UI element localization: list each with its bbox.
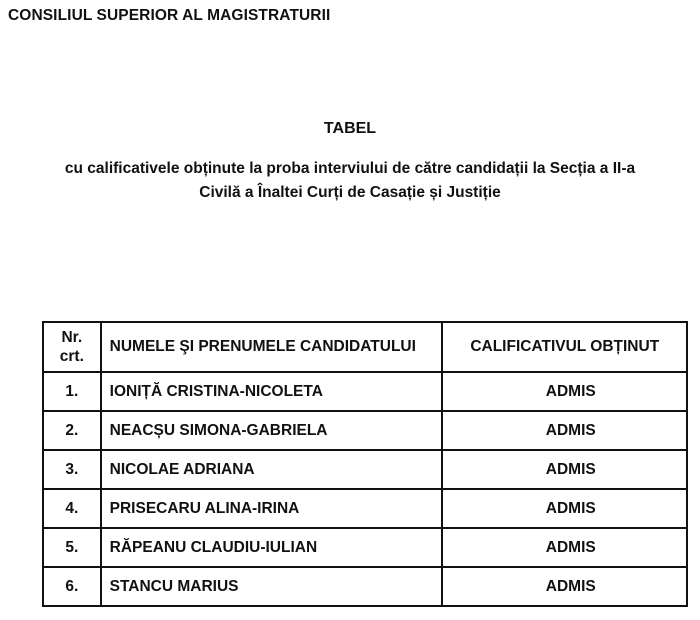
header-nr-line-1: Nr. bbox=[61, 329, 83, 346]
candidate-name: PRISECARU ALINA-IRINA bbox=[101, 489, 443, 528]
document-title: TABEL bbox=[323, 120, 377, 137]
table-header-row bbox=[43, 322, 687, 372]
header-nr-crt bbox=[43, 322, 101, 372]
candidate-name: IONIȚĂ CRISTINA-NICOLETA bbox=[101, 372, 443, 411]
candidate-name: NICOLAE ADRIANA bbox=[101, 450, 443, 489]
row-number: 3. bbox=[43, 450, 101, 489]
header-grade: CALIFICATIVUL OBȚINUT bbox=[442, 322, 687, 372]
subtitle-line-1: cu calificativele obținute la proba interviului de către candidații la Secția a II-a bbox=[64, 160, 636, 177]
row-number: 5. bbox=[43, 528, 101, 567]
candidate-name: STANCU MARIUS bbox=[101, 567, 443, 606]
row-number: 4. bbox=[43, 489, 101, 528]
table-row bbox=[43, 489, 687, 528]
candidate-grade: ADMIS bbox=[442, 567, 687, 606]
row-number: 6. bbox=[43, 567, 101, 606]
subtitle-line-2: Civilă a Înaltei Curți de Casație și Justiție bbox=[199, 184, 501, 201]
row-number: 2. bbox=[43, 411, 101, 450]
table-row bbox=[43, 567, 687, 606]
header-nr-line-2: crt. bbox=[59, 348, 84, 365]
candidate-name: NEACȘU SIMONA-GABRIELA bbox=[101, 411, 443, 450]
candidate-grade: ADMIS bbox=[442, 489, 687, 528]
candidate-grade: ADMIS bbox=[442, 411, 687, 450]
table-row bbox=[43, 528, 687, 567]
candidate-grade: ADMIS bbox=[442, 450, 687, 489]
results-table bbox=[42, 321, 688, 607]
candidate-name: RĂPEANU CLAUDIU-IULIAN bbox=[101, 528, 443, 567]
table-row bbox=[43, 450, 687, 489]
organization-name: CONSILIUL SUPERIOR AL MAGISTRATURII bbox=[8, 7, 331, 24]
row-number: 1. bbox=[43, 372, 101, 411]
table-row bbox=[43, 372, 687, 411]
table-row bbox=[43, 411, 687, 450]
candidate-grade: ADMIS bbox=[442, 372, 687, 411]
header-candidate-name: NUMELE ŞI PRENUMELE CANDIDATULUI bbox=[101, 322, 443, 372]
candidate-grade: ADMIS bbox=[442, 528, 687, 567]
document-subtitle bbox=[0, 157, 700, 205]
